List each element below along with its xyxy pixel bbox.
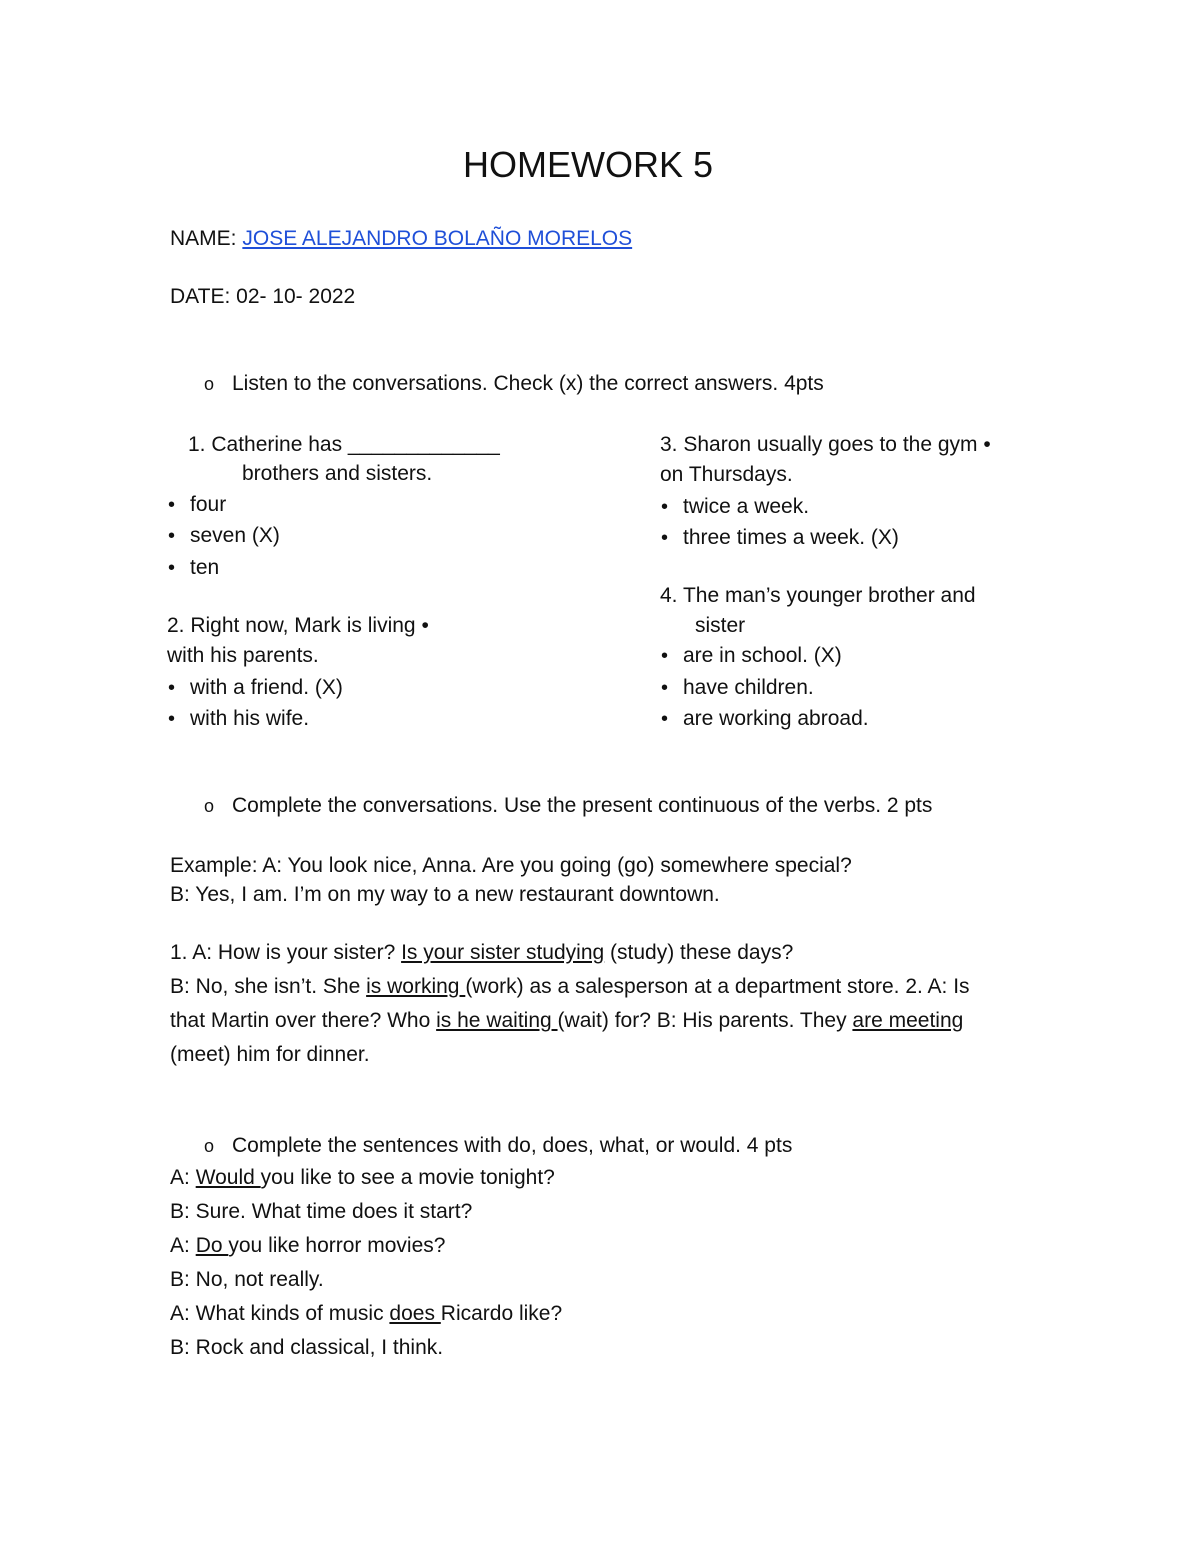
q1-line2: brothers and sisters. <box>242 462 433 485</box>
answer: does <box>389 1302 441 1325</box>
answer: is working <box>366 975 466 998</box>
q4-line1: 4. The man’s younger brother and <box>660 584 976 607</box>
conversation-line <box>170 942 793 963</box>
text-segment: you like to see a movie tonight? <box>260 1166 555 1189</box>
answer: are meeting <box>852 1009 964 1032</box>
name-label: NAME: <box>170 227 237 250</box>
text-segment: that Martin over there? Who <box>170 1009 437 1032</box>
q2-line1: 2. Right now, Mark is living • <box>167 615 429 636</box>
page-title: HOMEWORK 5 <box>462 144 713 185</box>
text-segment: you like horror movies? <box>228 1234 446 1257</box>
text-segment: A: What kinds of music <box>170 1302 390 1325</box>
name-line <box>170 228 632 249</box>
dialog-line <box>170 1235 445 1256</box>
date-line <box>170 286 355 307</box>
q3-line2: on Thursdays. <box>660 463 793 486</box>
conversation-line <box>170 1010 963 1031</box>
q1-option: • seven (X) <box>168 525 280 546</box>
conversation-line <box>170 976 970 997</box>
conversation-line: (meet) him for dinner. <box>170 1043 370 1066</box>
answer: Is your sister studying <box>401 941 605 964</box>
dialog-line <box>170 1167 555 1188</box>
text-segment: B: No, she isn’t. She <box>170 975 367 998</box>
text-segment: A: <box>170 1166 196 1189</box>
section2-instruction: o Complete the conversations. Use the present continuous of the verbs. 2 pts <box>204 795 932 816</box>
date-value: 02- 10- 2022 <box>236 285 356 308</box>
example-line1: Example: A: You look nice, Anna. Are you going (go) somewhere special? <box>170 854 852 877</box>
q3-option: • three times a week. (X) <box>661 527 899 548</box>
q1-option: • ten <box>168 557 219 578</box>
text-segment: 1. A: How is your sister? <box>170 941 402 964</box>
answer: is he waiting <box>436 1009 558 1032</box>
dialog-line <box>170 1303 562 1324</box>
section3-instruction: o Complete the sentences with do, does, what, or would. 4 pts <box>204 1135 792 1156</box>
answer: Would <box>195 1166 261 1189</box>
q4-option: • are working abroad. <box>661 708 869 729</box>
q4-line2: sister <box>695 614 746 637</box>
text-segment: (work) as a salesperson at a department store. 2. A: Is <box>465 975 970 998</box>
text-segment: A: <box>170 1234 196 1257</box>
name-value-link[interactable]: JOSE ALEJANDRO BOLAÑO MORELOS <box>242 227 633 250</box>
answer: Do <box>195 1234 229 1257</box>
date-label: DATE: <box>170 285 231 308</box>
q1-line1: 1. Catherine has _____________ <box>188 433 500 456</box>
q2-option: • with his wife. <box>168 708 309 729</box>
q2-line2: with his parents. <box>167 644 319 667</box>
example-line2: B: Yes, I am. I’m on my way to a new restaurant downtown. <box>170 883 720 906</box>
q4-option: • have children. <box>661 677 814 698</box>
q1-option: • four <box>168 494 226 515</box>
dialog-line: B: Rock and classical, I think. <box>170 1336 444 1359</box>
q3-line1: 3. Sharon usually goes to the gym • <box>660 434 991 455</box>
text-segment: (study) these days? <box>604 941 794 964</box>
text-segment: Ricardo like? <box>440 1302 563 1325</box>
q3-option: • twice a week. <box>661 496 809 517</box>
section1-instruction: o Listen to the conversations. Check (x) the correct answers. 4pts <box>204 373 824 394</box>
dialog-line: B: No, not really. <box>170 1268 324 1291</box>
text-segment: (wait) for? B: His parents. They <box>557 1009 853 1032</box>
dialog-line: B: Sure. What time does it start? <box>170 1200 473 1223</box>
q2-option: • with a friend. (X) <box>168 677 343 698</box>
q4-option: • are in school. (X) <box>661 645 842 666</box>
